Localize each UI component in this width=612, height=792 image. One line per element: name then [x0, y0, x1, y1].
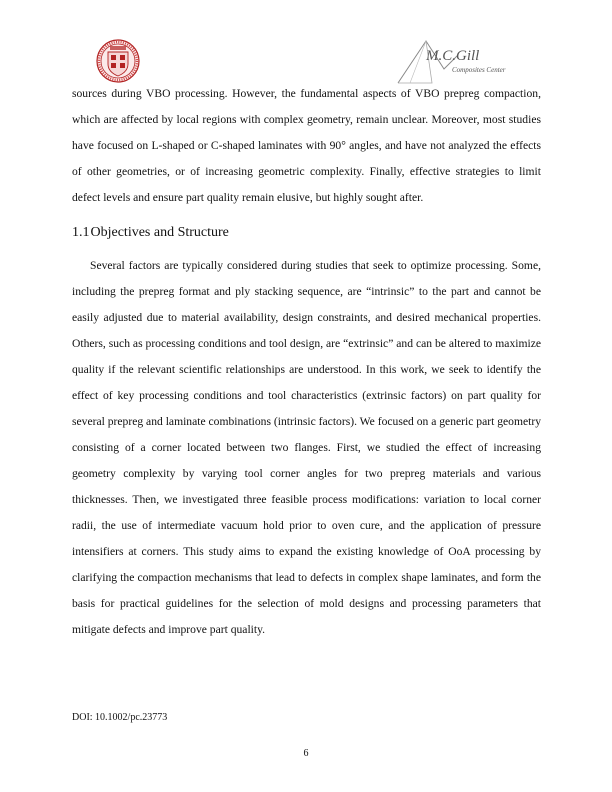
logo-name-text: M.C.Gill [426, 48, 480, 64]
section-number: 1.1 [72, 225, 90, 240]
section-title: Objectives and Structure [90, 225, 229, 240]
paragraph-2: Several factors are typically considered during studies that seek to optimize processing. Some, including the prepreg format and ply stacking sequence, are “intrinsic” to the part and cannot be easily adjusted due to material availability, design constraints, and desired mechanical properties. Others, such as processing conditions and tool design, are “extrinsic” and can be altered to maximize quality if the relevant scientific relationships are understood. In this work, we seek to identify the effect of key processing conditions and tool characteristics (extrinsic factors) on part quality for several prepreg and laminate combinations (intrinsic factors). We focused on a generic part geometry consisting of a corner located between two flanges. First, we studied the effect of increasing geometry complexity by varying tool corner angles for two prepreg materials and various thicknesses. Then, we investigated three feasible process modifications: variation to local corner radii, the use of intermediate vacuum hold prior to oven cure, and the application of pressure intensifiers at corners. This study aims to expand the existing knowledge of OoA processing by clarifying the compaction mechanisms that lead to defects in complex shape laminates, and form the basis for practical guidelines for the selection of mold designs and processing parameters that mitigate defects and improve part quality. [72, 259, 541, 636]
logo-sub-text: Composites Center [452, 66, 506, 74]
section-heading [72, 225, 229, 241]
university-seal-logo [96, 38, 140, 84]
paragraph-1: sources during VBO processing. However, the fundamental aspects of VBO prepreg compaction, which are affected by local regions with complex geometry, remain unclear. Moreover, most studies have focused on L-shaped or C-shaped laminates with 90° angles, and have not analyzed the effects of other geometries, or of increasing geometric complexity. Finally, effective strategies to limit defect levels and ensure part quality remain elusive, but highly sought after. [72, 87, 541, 204]
doi-footer: DOI: 10.1002/pc.23773 [72, 712, 168, 723]
page-number: 6 [303, 748, 309, 759]
